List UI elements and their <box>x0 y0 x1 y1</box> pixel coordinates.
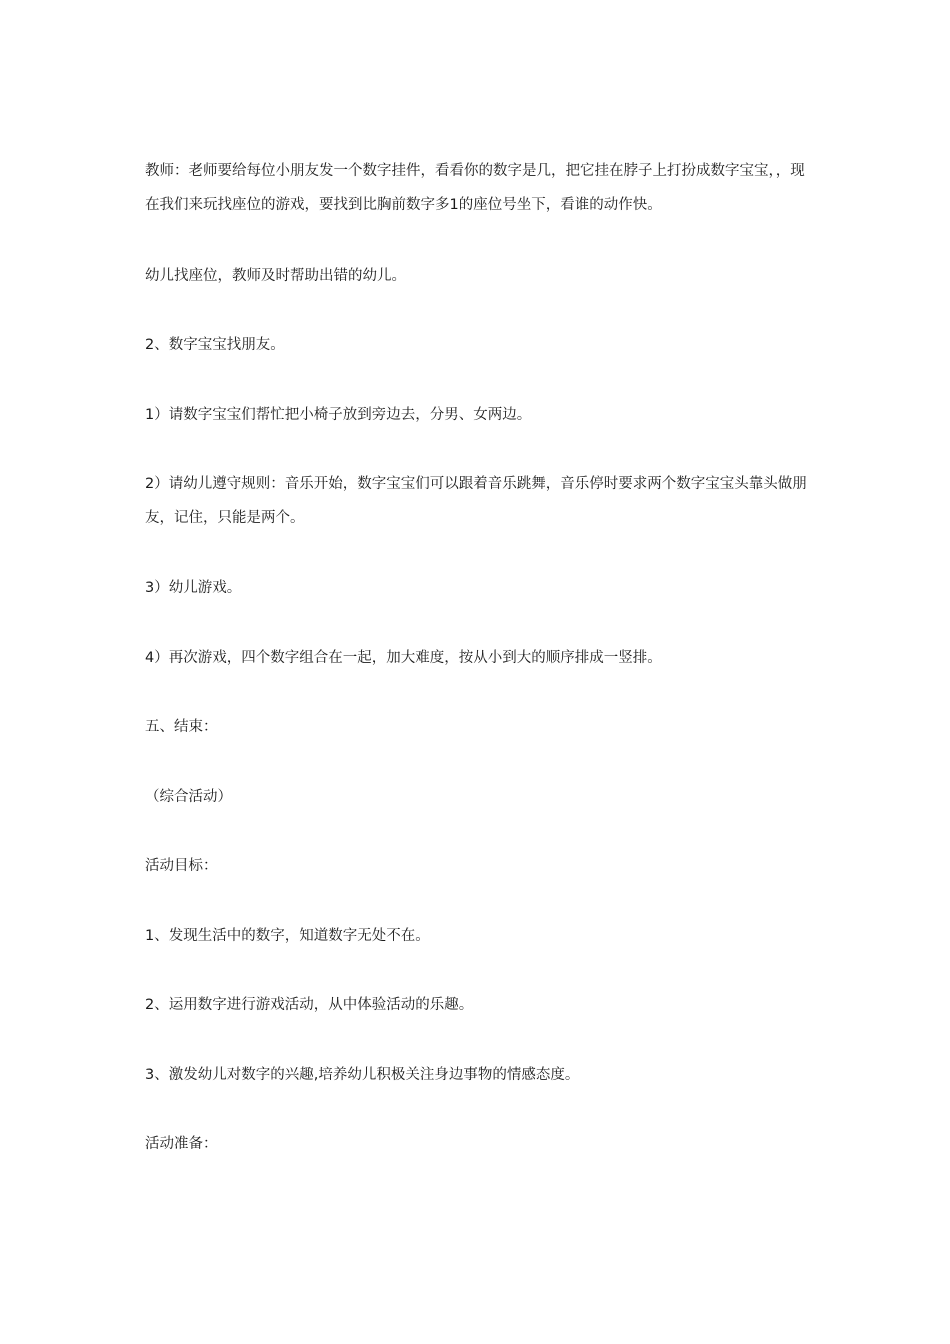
paragraph-step-2-rules: 2）请幼儿遵守规则：音乐开始，数字宝宝们可以跟着音乐跳舞，音乐停时要求两个数字宝宝头靠头做朋友，记住，只能是两个。 <box>145 476 807 526</box>
paragraph-step-4: 4）再次游戏，四个数字组合在一起，加大难度，按从小到大的顺序排成一竖排。 <box>145 650 662 666</box>
paragraph-section-2-heading: 2、数字宝宝找朋友。 <box>145 337 285 353</box>
paragraph-goal-2: 2、运用数字进行游戏活动，从中体验活动的乐趣。 <box>145 997 474 1013</box>
paragraph-activity-preparation-heading: 活动准备： <box>145 1136 218 1152</box>
paragraph-goal-1: 1、发现生活中的数字，知道数字无处不在。 <box>145 928 430 944</box>
paragraph-teacher-instructions: 教师：老师要给每位小朋友发一个数字挂件，看看你的数字是几，把它挂在脖子上打扮成数字宝宝，，现在我们来玩找座位的游戏，要找到比胸前数字多1的座位号坐下，看谁的动作快。 <box>145 163 805 213</box>
paragraph-children-find-seats: 幼儿找座位，教师及时帮助出错的幼儿。 <box>145 268 406 284</box>
paragraph-section-5-end: 五、结束： <box>145 719 218 735</box>
paragraph-activity-goals-heading: 活动目标： <box>145 858 218 874</box>
paragraph-goal-3: 3、激发幼儿对数字的兴趣,培养幼儿积极关注身边事物的情感态度。 <box>145 1067 580 1083</box>
paragraph-step-3: 3）幼儿游戏。 <box>145 580 242 596</box>
paragraph-comprehensive-activity: （综合活动） <box>145 789 232 805</box>
paragraph-step-1: 1）请数字宝宝们帮忙把小椅子放到旁边去，分男、女两边。 <box>145 407 532 423</box>
